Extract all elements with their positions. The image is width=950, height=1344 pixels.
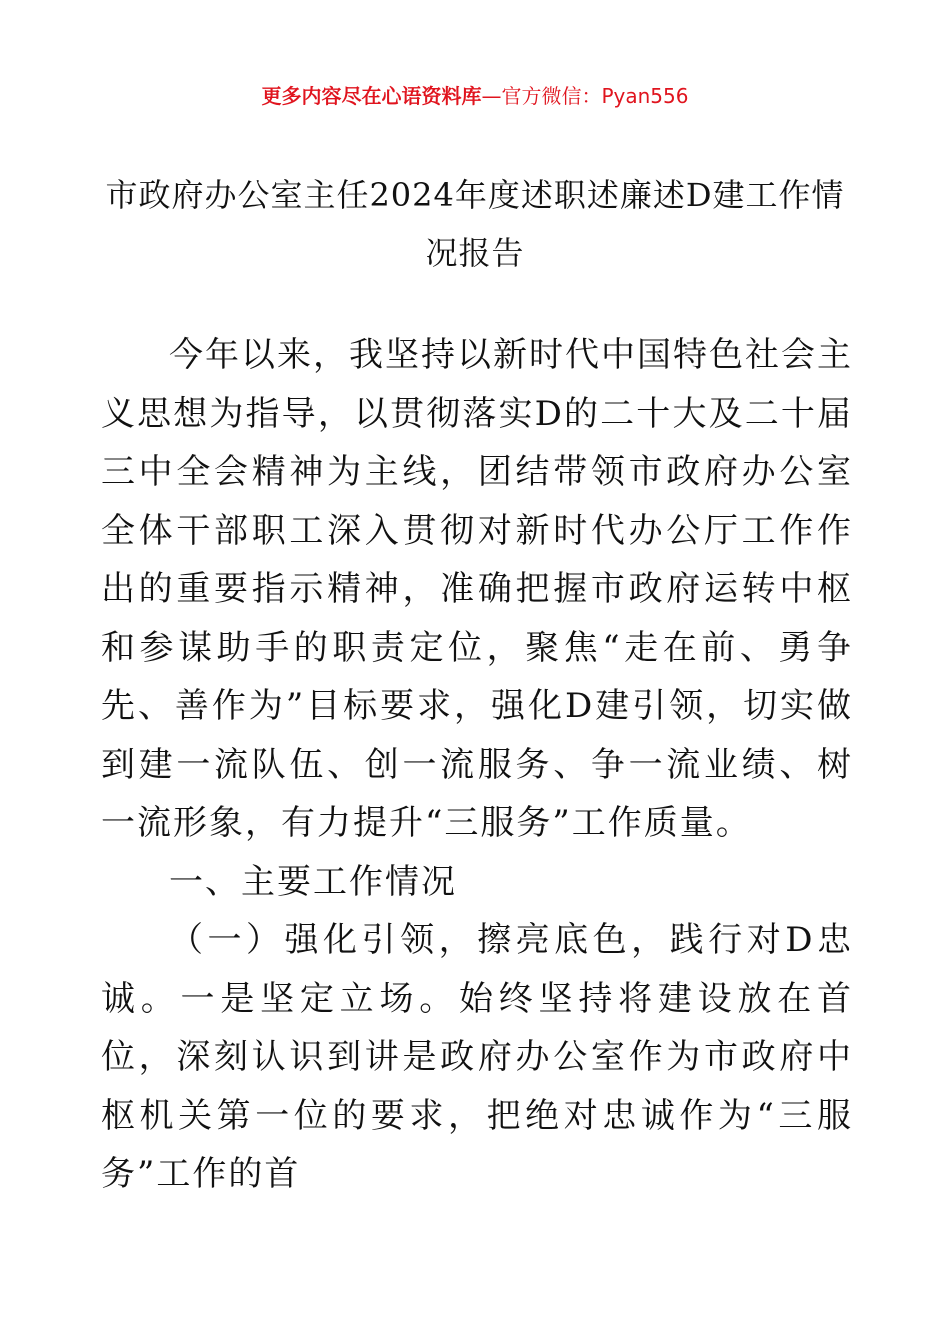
section-heading: 一、主要工作情况 xyxy=(169,861,457,902)
wechat-contact-text: —官方微信：Pyan556 xyxy=(481,84,689,108)
document-title: 市政府办公室主任2024年度述职述廉述D建工作情况报告 xyxy=(105,176,845,272)
subsection-paragraph: （一）强化引领，擦亮底色，践行对D忠诚。一是坚定立场。始终坚持将建设放在首位，深刻认识到讲是政府办公室作为市政府中枢机关第一位的要求，把绝对忠诚作为“三服务”工作的首 xyxy=(101,920,853,1194)
document-body xyxy=(101,326,853,1204)
library-promo-text: 更多内容尽在心语资料库 xyxy=(261,84,482,108)
intro-paragraph: 今年以来，我坚持以新时代中国特色社会主义思想为指导，以贯彻落实D的二十大及二十届三中全会精神为主线，团结带领市政府办公室全体干部职工深入贯彻对新时代办公厅工作作出的重要指示精神，准确把握市政府运转中枢和参谋助手的职责定位，聚焦“走在前、勇争先、善作为”目标要求，强化D建引领，切实做到建一流队伍、创一流服务、争一流业绩、树一流形象，有力提升“三服务”工作质量。 xyxy=(101,335,853,843)
watermark-banner xyxy=(0,82,950,110)
